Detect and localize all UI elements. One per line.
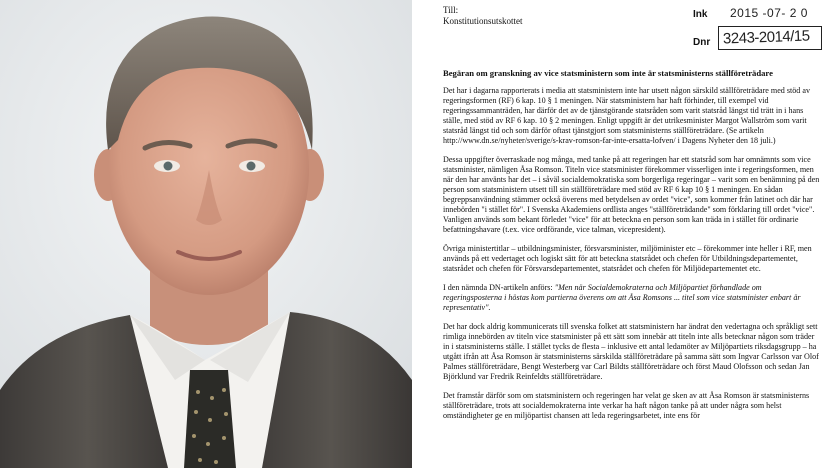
to-label: Till:: [443, 5, 459, 15]
stamp-ink-date: 2015 -07- 2 0: [730, 6, 808, 20]
quote-text: "Men när Socialdemokraterna och Miljöpartiet förhandlade om regeringsposterna i höstas kom partierna överens om att Åsa Romsons ... titel som vice statsminister enbart är representativ".: [443, 283, 801, 312]
paragraph-2: Dessa uppgifter överraskade nog många, med tanke på att regeringen har ett statsråd som har omnämnts som vice statsminister, nämligen Åsa Romson. Titeln vice statsminister förekommer visserligen inte i regeringsformen, men när den har använts har det – i såväl socialdemokratiska som borgerliga regeringar – varit som en benämning på den person som statsministern utsett till sin ställföreträdare med stöd av RF 6 kap 10 § 1 meningen. En sådan begreppsanvändning stämmer också överens med betydelsen av ordet "vice", som kommer från latinet och där har innebörden "i stället för". I Svenska Akademiens ordlista anges "ställföreträdande" som förklaring till ordet "vice". Vanligen används som bekant förledet "vice" för att beteckna en person som kan träda in i stället för ordinarie befattningshavare (t.ex. vice ordförande, vice talman, vicepresident).: [443, 155, 820, 234]
paragraph-3: Övriga ministertitlar – utbildningsminister, försvarsminister, miljöminister etc – förekommer inte heller i RF, men används på ett vedertaget och logiskt sätt för att beteckna statsrådet och chefen för Utbildningsdepartementet, statsrådet och chefen för Försvarsdepartementet, statsrådet och chefen för Miljödepartementet etc.: [443, 244, 812, 273]
portrait-photo: [0, 0, 412, 468]
document-page: [412, 0, 828, 468]
paragraph-6: Det framstår därför som om statsministern och regeringen har velat ge sken av att Åsa Romson är statsministerns ställföreträdare, trots att socialdemokraterna inte verkar ha haft någon tanke på att under några som helst omständigheter ge en miljöpartist chansen att leda regeringsarbetet, inte ens för: [443, 391, 810, 420]
paragraph-quote: [443, 283, 821, 313]
document-body: [443, 86, 821, 430]
stamp-dnr-value: 3243-2014/15: [722, 27, 810, 48]
quote-intro: I den nämnda DN-artikeln anförs:: [443, 283, 555, 292]
to-recipient: Konstitutionsutskottet: [443, 16, 523, 26]
paragraph-5: Det har dock aldrig kommunicerats till svenska folket att statsministern har ändrat den vedertagna och språkligt sett rimliga innebörden av titeln vice statsminister på ett sätt som innebär att titeln inte alls betecknar någon som träder in i statsministerns ställe. I stället tycks de flesta – inklusive ett antal ledamöter av Miljöpartiets riksdagsgrupp – ha utgått ifrån att Åsa Romson är statsministerns särskilda ställföreträdare på samma sätt som Ingvar Carlsson var Olof Palmes ställföreträdare, Bengt Westerberg var Carl Bildts ställföreträdare och först Maud Olofsson och sedan Jan Björklund var Fredrik Reinfeldts ställföreträdare.: [443, 322, 819, 381]
paragraph-1: Det har i dagarna rapporterats i media att statsministern inte har utsett någon särskild ställföreträdare med stöd av regeringsformen (RF) 6 kap. 10 § 1 meningen. När statsministern har haft förhinder, till exempel vid regeringssammanträden, har därför det av de tjänstgörande statsråden som varit statsråd längst tid trätt in i hans ställe, med stöd av RF 6 kap. 10 § 2 meningen. Enligt uppgift är det utrikesminister Margot Wallström som varit statsråd längst tid och som därför oftast tjänstgjort som statsministerns ställföreträdare. (Se artikeln http://www.dn.se/nyheter/sverige/s-krav-romson-far-inte-ersatta-lofven/ i Dagens Nyheter den 18 juli.): [443, 86, 811, 145]
stamp-ink-label: Ink: [693, 9, 708, 20]
stamp-dnr-label: Dnr: [693, 37, 711, 48]
document-title: Begäran om granskning av vice statsministern som inte är statsministerns ställföreträdare: [443, 68, 773, 78]
